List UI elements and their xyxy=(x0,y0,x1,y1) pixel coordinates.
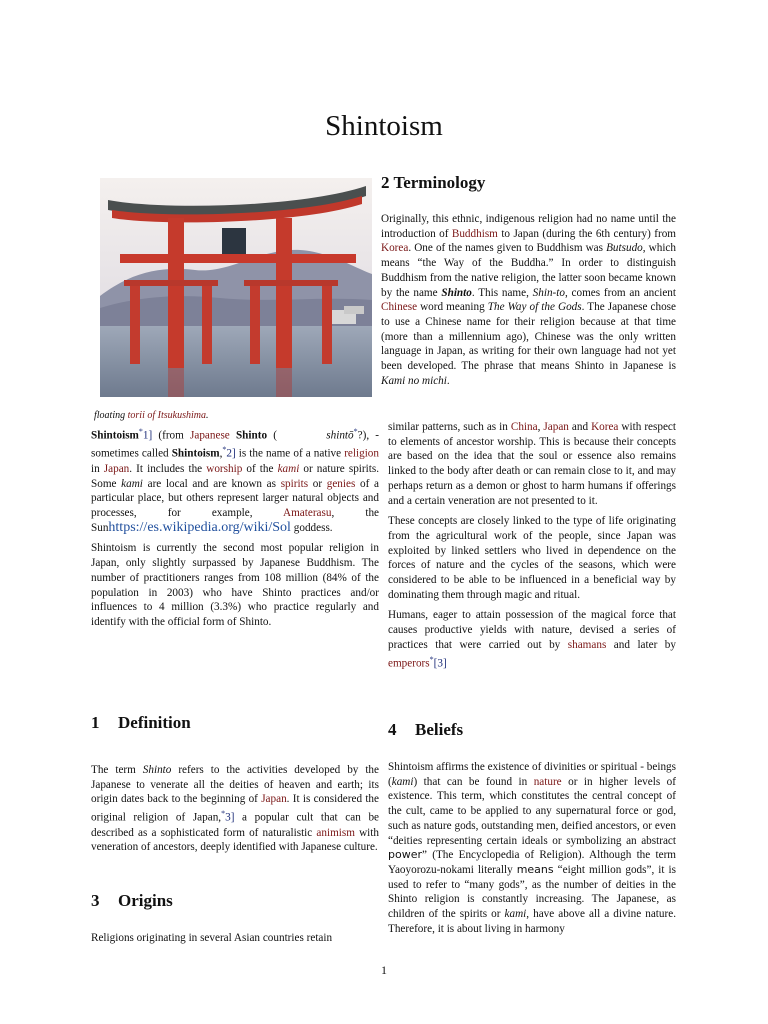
beliefs-heading xyxy=(388,720,676,739)
link-worship[interactable]: worship xyxy=(206,462,243,475)
link-chinese[interactable]: Chinese xyxy=(381,301,418,314)
text: and later by xyxy=(606,638,676,651)
text: in xyxy=(91,462,104,475)
link-spirits[interactable]: spirits xyxy=(280,477,309,490)
text: Shintoism affirms the existence of divinities or spiritual - beings ( xyxy=(388,761,676,788)
caption-end: . xyxy=(205,410,209,421)
section-number: 1 xyxy=(91,713,100,732)
section-heading: Beliefs xyxy=(415,720,464,739)
term-shintoism: Shintoism xyxy=(91,429,139,442)
beliefs-section xyxy=(388,760,676,942)
definition-heading xyxy=(91,713,379,732)
text: . It includes the xyxy=(129,462,207,475)
text: . This name, xyxy=(471,286,533,299)
text: or xyxy=(308,477,327,490)
text: ” (The Encyclopedia of Religion). Although the term Yaoyorozu-nokami literally xyxy=(388,849,676,876)
text: with respect to elements of ancestor worship. This is because their concepts are based on the idea that the soul or essence also remains linked to the body after death or can remain close to it, and may perhaps return as a demon or ghost to harm humans if offerings and a certain veneration are not presented to it. xyxy=(388,421,676,507)
section-number: 4 xyxy=(388,720,397,739)
text: of the xyxy=(242,462,278,475)
text: power xyxy=(388,848,422,862)
text: Humans, eager to attain possession of the magical force that causes productive yields with nature, devised a series of practices that were carried out by xyxy=(388,609,676,651)
section-number: 3 xyxy=(91,891,100,910)
text: (from xyxy=(152,429,191,442)
origins-section xyxy=(91,931,379,952)
terminology-paragraph xyxy=(381,212,676,388)
term-shinto: Shinto xyxy=(441,286,472,299)
text: goddess. xyxy=(290,521,333,534)
section-heading: Definition xyxy=(118,713,191,732)
text: . It is considered the original religion of Japan, xyxy=(91,793,379,824)
link-shamans[interactable]: shamans xyxy=(567,638,607,651)
page-title: Shintoism xyxy=(325,110,443,142)
intro-paragraph-2: Shintoism is currently the second most popular religion in Japan, only slightly surpassed by Japanese Buddhism. The number of practitioners ranges from 108 million (84% of the population in 2003) who have Shinto practices and/or influences to 4 million (3.3%) who practice regularly and identify with the official form of Shinto. xyxy=(91,542,379,628)
link-buddhism[interactable]: Buddhism xyxy=(451,227,498,240)
caption-link[interactable]: torii of Itsukushima xyxy=(127,410,206,421)
text: . The Japanese chose to use a Chinese name for their religion because at that time (more than a millennium ago), Chinese was the only written language in Japan, as writing for their own language had not yet been developed. The phrase that means Shinto in Japanese is xyxy=(381,301,677,373)
term-way-of-gods: The Way of the Gods xyxy=(487,301,582,314)
ref-link[interactable]: 2] xyxy=(226,448,236,461)
url-link-sol[interactable]: https://es.wikipedia.org/wiki/Sol xyxy=(108,519,291,535)
text: with veneration of ancestors, deeply identified with Japanese culture. xyxy=(91,826,379,854)
ref-link[interactable]: 3] xyxy=(225,811,235,824)
link-korea[interactable]: Korea xyxy=(381,242,409,255)
term-kami: kami xyxy=(121,477,143,490)
link-amaterasu[interactable]: Amaterasu xyxy=(283,506,332,519)
text: word meaning xyxy=(417,301,488,314)
section-heading: Origins xyxy=(118,891,173,910)
text: and xyxy=(568,421,592,433)
text: means xyxy=(516,862,554,876)
link-emperors[interactable]: emperors xyxy=(388,657,430,670)
terminology-section xyxy=(381,212,676,394)
figure-caption xyxy=(94,410,208,421)
link-japanese[interactable]: Japanese xyxy=(190,429,230,442)
link-korea[interactable]: Korea xyxy=(591,421,619,433)
caption-text: floating xyxy=(94,410,128,421)
text: ) that can be found in xyxy=(413,775,534,788)
text: The term xyxy=(91,764,143,776)
definition-paragraph: The term Shinto refers to the activities developed by the Japanese to venerate all the deities of heaven and earth; its origin dates back to the beginning of Japan. It is considered the original religion of Japan,*3] a popular cult that can be described as a sophisticated form of naturalistic animism with veneration of ancestors, deeply identified with Japanese culture. xyxy=(91,764,379,854)
terminology-heading xyxy=(381,173,676,192)
origins-paragraph-2: These concepts are closely linked to the type of life originating from the agricultural work of the people, since Japan was exploited by linked settlers who lived in dependence on the forces of nature and the cycles of the seasons, which were considered to be able to be influenced in a beneficial way by dominating them through magic and ritual. xyxy=(388,515,676,601)
text: , have above all a divine nature. Therefore, it is about living in harmony xyxy=(388,908,676,935)
text: to Japan (during the 6th century) from xyxy=(497,227,676,240)
text: , comes from an ancient xyxy=(564,286,677,299)
text: . One of the names given to Buddhism was xyxy=(408,242,607,255)
term-butsudo: Butsudo xyxy=(606,242,643,255)
link-japan[interactable]: Japan xyxy=(543,421,569,433)
text: refers to the activities developed by the Japanese to venerate all the deities of heaven and earth; its origin dates back to the beginning of xyxy=(91,764,379,806)
text: , xyxy=(537,421,544,433)
origins-paragraph: Religions originating in several Asian countries retain xyxy=(91,932,333,944)
term-shinto-romaji: shintō xyxy=(326,429,354,442)
origins-paragraph-3: Humans, eager to attain possession of the magical force that causes productive yields with nature, devised a series of practices that were carried out by shamans and later by emperors*[3] xyxy=(388,609,676,670)
link-japan[interactable]: Japan xyxy=(261,793,287,806)
text: or nature spirits. Some xyxy=(91,462,380,490)
text: are local and are known as xyxy=(142,477,281,490)
term-shin-to: Shin-to xyxy=(532,286,565,299)
text: “eight million gods”, it is used to refer to “many gods”, as the number of deities in the Shinto religion is constantly increasing. The Japanese, as children of the spirits or xyxy=(388,863,676,921)
text: ( xyxy=(267,429,277,442)
term-kami-no-michi: Kami no michi xyxy=(381,374,447,387)
link-kami[interactable]: kami xyxy=(277,462,300,475)
term-kami: kami xyxy=(504,908,527,921)
intro-section xyxy=(91,425,379,636)
ref-link[interactable]: 1] xyxy=(142,429,153,442)
term-shinto: Shinto xyxy=(142,764,172,776)
text: . xyxy=(446,374,450,387)
page-number: 1 xyxy=(381,963,387,977)
text: Originally, this ethnic, indigenous religion had no name until the introduction of xyxy=(381,213,676,240)
section-heading: 2 Terminology xyxy=(381,173,486,192)
term-kami: kami xyxy=(391,775,414,788)
text: , xyxy=(219,448,223,461)
text: ?), - sometimes called xyxy=(91,429,380,461)
ref-link[interactable]: [3] xyxy=(433,657,447,670)
origins-paragraph-1 xyxy=(388,420,676,508)
text: similar patterns, such as in xyxy=(388,421,511,433)
link-china[interactable]: China xyxy=(510,421,538,433)
text: is the name of a native xyxy=(235,448,345,461)
origins-continued xyxy=(388,420,676,677)
torii-photo xyxy=(100,178,372,397)
link-religion[interactable]: religion xyxy=(344,448,379,461)
origins-heading xyxy=(91,891,379,910)
link-japan[interactable]: Japan xyxy=(103,462,130,475)
link-nature[interactable]: nature xyxy=(533,775,562,788)
link-animism[interactable]: animism xyxy=(316,826,355,839)
text: , which means “the Way of the Buddha.” In order to distinguish Buddhism from the native religion, the latter soon became known by the name xyxy=(381,242,676,299)
intro-paragraph-1: Shintoism*1] (from Japanese Shinto ( shintō*?), - sometimes called Shintoism,*2] is the name of a native religion in Japan. It includes the worship of the kami or nature spirits. Some kami are local and are known as spirits or genies of a particular place, but others represent larger natural objects and processes, for example, Amaterasu, the Sunhttps://es.wikipedia.org/wiki/Sol goddess. xyxy=(91,427,380,535)
term-shinto: Shinto xyxy=(235,429,268,442)
text: or in higher levels of existence. This term, which constitutes the central concept of the cult, came to be applied to any supernatural force or god, such as nature gods, outstanding men, deified ancestors, or even “deities representing certain ideals or symbolizing an abstract xyxy=(388,775,676,847)
text: , the Sun xyxy=(91,506,379,534)
text: of a particular place, but others represent larger natural objects and processes, for example, xyxy=(91,477,379,519)
beliefs-paragraph xyxy=(388,760,676,936)
link-genies[interactable]: genies xyxy=(326,477,356,490)
term-shintoism-2: Shintoism xyxy=(171,448,220,461)
definition-section xyxy=(91,763,379,861)
text: a popular cult that can be described as a sophisticated form of naturalistic xyxy=(91,811,379,839)
